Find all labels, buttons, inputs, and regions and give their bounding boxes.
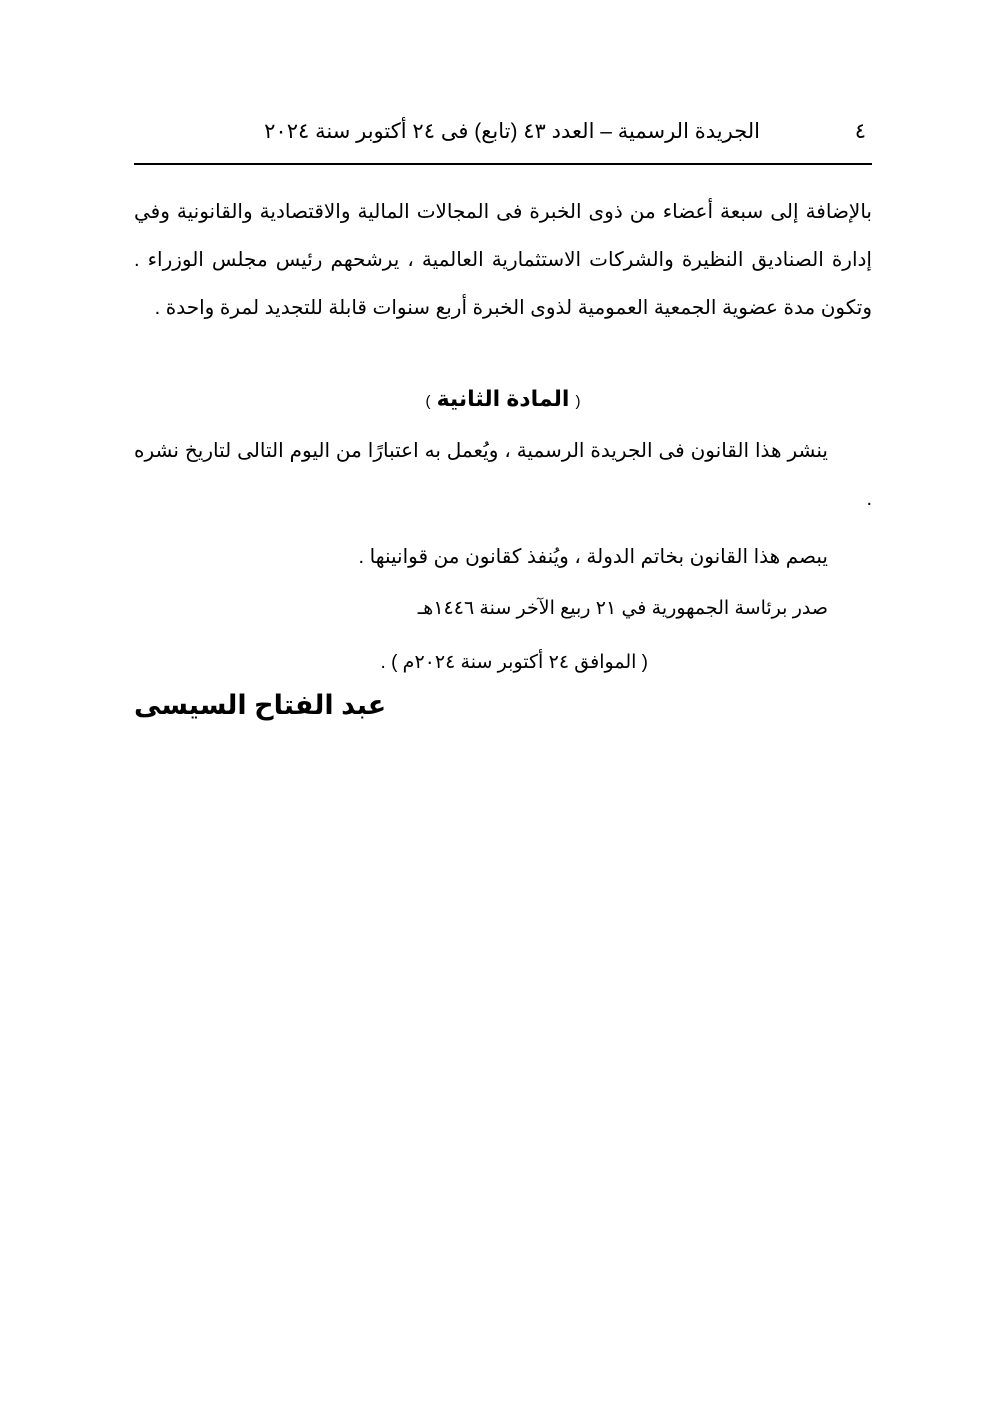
paragraph-publication: ينشر هذا القانون فى الجريدة الرسمية ، ويُعمل به اعتبارًا من اليوم التالى لتاريخ نشره . — [134, 440, 872, 510]
president-signature: عبد الفتاح السيسى — [134, 690, 387, 720]
header-divider — [134, 163, 872, 165]
corresponding-date: ( الموافق ٢٤ أكتوبر سنة ٢٠٢٤م ) . — [380, 652, 648, 673]
article-heading — [134, 381, 872, 420]
gazette-header-title: الجريدة الرسمية – العدد ٤٣ (تابع) فى ٢٤ أكتوبر سنة ٢٠٢٤ — [264, 120, 760, 143]
page-number: ٤ — [854, 120, 866, 143]
paragraph-membership: بالإضافة إلى سبعة أعضاء من ذوى الخبرة فى المجالات المالية والاقتصادية والقانونية وفي إدارة الصناديق النظيرة والشركات الاستثمارية العالمية ، يرشحهم رئيس مجلس الوزراء . وتكون مدة عضوية الجمعية العمومية لذوى الخبرة أربع سنوات قابلة للتجديد لمرة واحدة . — [134, 201, 872, 319]
page-header — [134, 116, 872, 148]
heading-close-paren: ) — [425, 393, 431, 410]
seal-statement: يبصم هذا القانون بخاتم الدولة ، ويُنفذ كقانون من قوانينها . — [358, 546, 828, 568]
heading-open-paren: ( — [575, 393, 581, 410]
article-title: المادة الثانية — [436, 386, 570, 411]
issued-statement: صدر برئاسة الجمهورية في ٢١ ربيع الآخر سنة ١٤٤٦هـ — [417, 598, 828, 619]
